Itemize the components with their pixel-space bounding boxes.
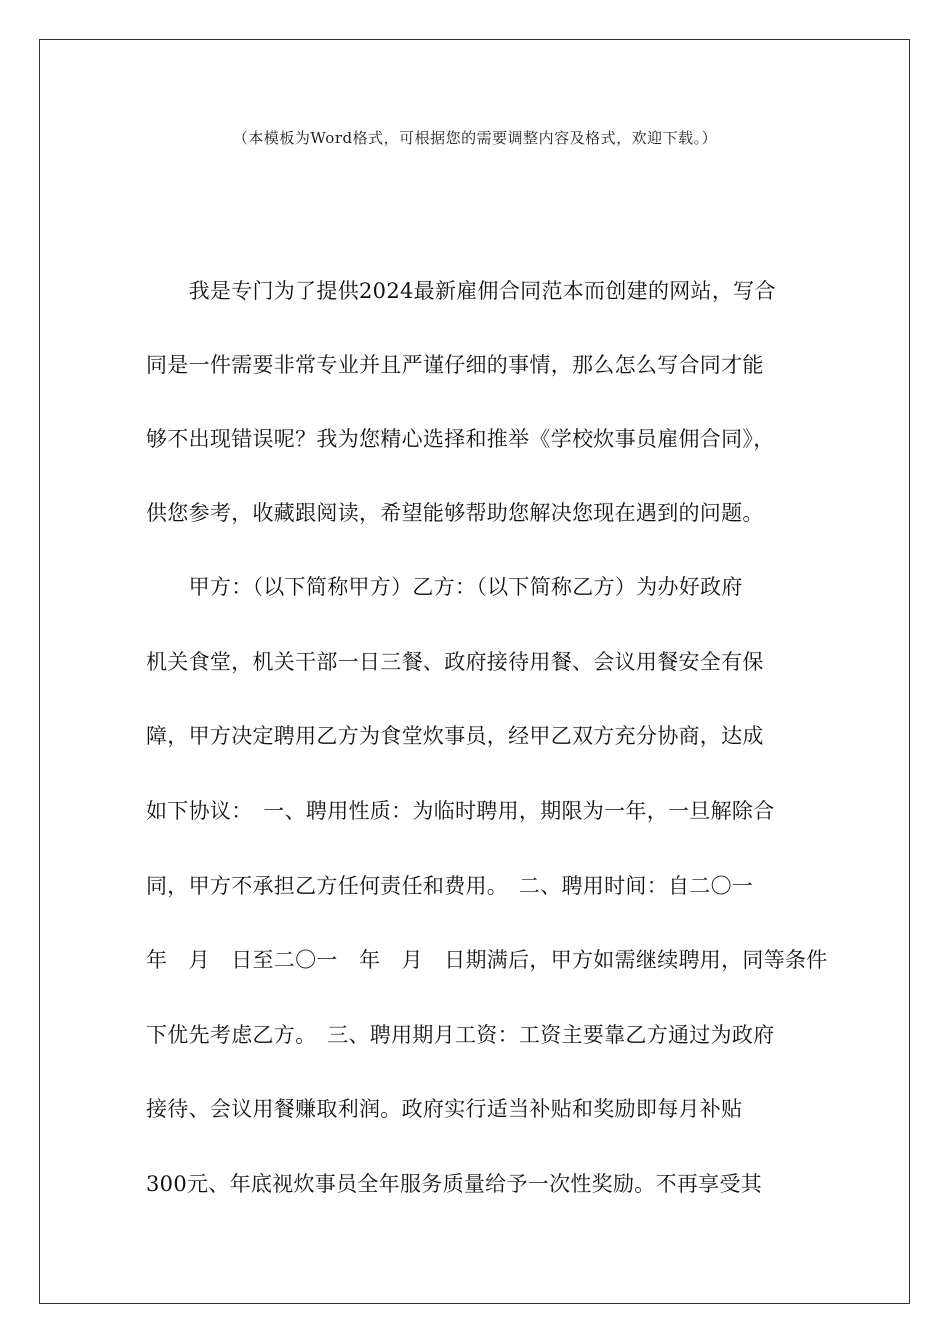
body-line-10: 年 月 日至二〇一 年 月 日期满后，甲方如需继续聘用，同等条件 (146, 948, 828, 972)
body-line-3: 够不出现错误呢？我为您精心选择和推举《学校炊事员雇佣合同》， (146, 427, 775, 451)
template-note: （本模板为Word格式，可根据您的需要调整内容及格式，欢迎下载。） (232, 129, 718, 147)
body-line-13: 300元、年底视炊事员全年服务质量给予一次性奖励。不再享受其 (146, 1172, 763, 1196)
body-line-8: 如下协议： 一、聘用性质：为临时聘用，期限为一年，一旦解除合 (146, 799, 775, 823)
body-line-2: 同是一件需要非常专业并且严谨仔细的事情，那么怎么写合同才能 (146, 353, 764, 377)
body-line-9: 同，甲方不承担乙方任何责任和费用。 二、聘用时间：自二〇一 (146, 874, 754, 898)
body-line-6: 机关食堂，机关干部一日三餐、政府接待用餐、会议用餐安全有保 (146, 650, 764, 674)
body-line-4: 供您参考，收藏跟阅读，希望能够帮助您解决您现在遇到的问题。 (146, 501, 764, 525)
body-line-12: 接待、会议用餐赚取利润。政府实行适当补贴和奖励即每月补贴 (146, 1097, 743, 1121)
body-line-11: 下优先考虑乙方。 三、聘用期月工资：工资主要靠乙方通过为政府 (146, 1023, 775, 1047)
body-line-1: 我是专门为了提供2024最新雇佣合同范本而创建的网站，写合 (146, 279, 776, 303)
body-line-7: 障，甲方决定聘用乙方为食堂炊事员，经甲乙双方充分协商，达成 (146, 724, 764, 748)
body-line-5: 甲方：（以下简称甲方）乙方：（以下简称乙方）为办好政府 (146, 575, 743, 599)
